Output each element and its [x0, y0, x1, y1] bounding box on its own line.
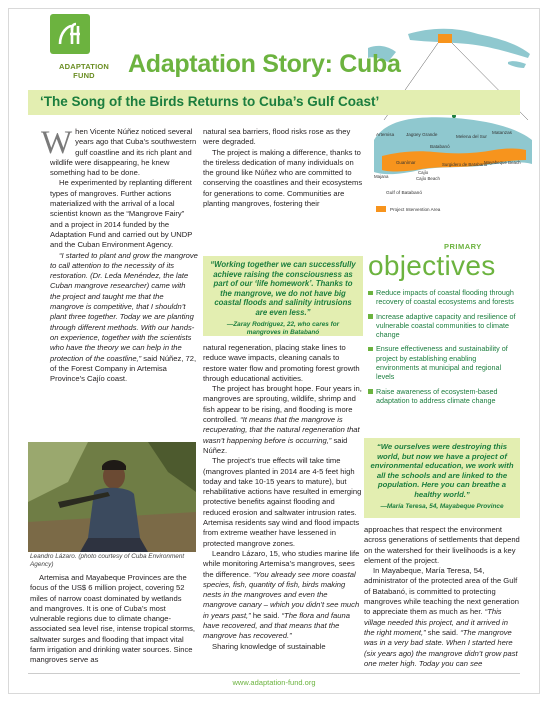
- paragraph: [203, 384, 363, 456]
- quote-text: “The mangrove was in a very bad state. When I started here (six years ago) the mangrove didn’t grow past one meter high. Today you can see: [364, 627, 518, 668]
- map-legend-swatch: [376, 206, 386, 212]
- map-legend-label: Project Intervention Area: [390, 207, 441, 212]
- paragraph-text: said Núñez, 72, of the Forest Company in Artemisa Province’s Cajío coast.: [50, 353, 197, 384]
- article-column-1: [41, 125, 198, 384]
- map-label-gulf: Gulf of Batabanó: [386, 191, 423, 196]
- paragraph: The project is making a difference, thanks to the tireless dedication of many individuals on the ground like Núñez who are committed to conserving the coastlines and their ecosystems for generations to come. Communities are planting mangroves, fostering their: [203, 147, 363, 209]
- map-label-surgidero: Surgidero de Batabanó: [442, 162, 488, 167]
- quote-text: “The flora and fauna have recovered, and that means that the mangrove has recovered.”: [203, 610, 350, 641]
- objective-text: Reduce impacts of coastal flooding through recovery of coastal ecosystems and forests: [376, 288, 514, 307]
- paragraph-text: The project has brought hope. Four years in, mangroves are sprouting, wildlife, shrimp and fish appear to be rising, and flooding is more controlled.: [203, 384, 362, 425]
- bullet-icon: [368, 347, 373, 352]
- footer-divider: [28, 673, 520, 674]
- objective-text: Ensure effectiveness and sustainability of project by establishing enabling environments at municipal and regional levels: [376, 344, 508, 382]
- objective-item: [368, 288, 520, 307]
- map-label-batabano: Batabanó: [430, 144, 450, 149]
- quote-text: “This village needed this project, and it arrived in the right moment,”: [364, 607, 508, 637]
- paragraph-text: she said.: [425, 627, 461, 637]
- paragraph: The project’s true effects will take time (mangroves planted in 2014 are 4-5 feet high today and take 10-15 years to mature), but rehabilitative actions have resulted in emerging protective benefits against flooding and reduced erosion and saltwater intrusion rates. Artemisa residents say wind and flood impacts from extreme weather have lessened in protected mangrove zones.: [203, 456, 362, 548]
- bullet-icon: [368, 314, 373, 319]
- quote-text: “It means that the mangrove is recuperating, that the natural regeneration that wasn’t happening before is occurring,”: [203, 415, 360, 445]
- objective-item: [368, 312, 520, 340]
- pull-quote-zaray: [203, 256, 363, 336]
- paragraph: natural regeneration, placing stake lines to reduce wave impacts, cleaning canals to restore water flow and promoting forest growth through educational activities.: [203, 343, 360, 383]
- article-column-2-bottom: [203, 343, 363, 652]
- pull-quote-maria: [364, 438, 520, 518]
- paragraph: [41, 125, 198, 178]
- objectives-label: PRIMARY: [444, 242, 482, 251]
- paragraph-text: hen Vicente Núñez noticed several years ago that Cuba’s southwestern gulf coastline and its rich plant and wildlife were disappearing, he knew something had to be done.: [50, 127, 197, 178]
- map-label-guanimar: Guanímar: [396, 160, 416, 165]
- footer-url[interactable]: www.adaptation-fund.org: [232, 678, 316, 687]
- logo-mark-icon: [50, 14, 90, 54]
- paragraph: natural sea barriers, flood risks rose as they were degraded.: [203, 127, 351, 147]
- paragraph: [364, 566, 520, 669]
- quote-text: “You already see more coastal species, fish, quantity of fish, birds making nests in the mangroves and even the mangrove canary – which you didn’t see much in years past,”: [203, 569, 360, 620]
- page-title: Adaptation Story: Cuba: [128, 50, 401, 78]
- pull-quote-text: “Working together we can successfully achieve raising the consciousness as part of our ‘life homework’. Thanks to the mangrove, we do not have big coastal floods and salinity intrusions are even less.”: [210, 260, 356, 317]
- paragraph: He experimented by replanting different types of mangroves. Further actions materialized with the arrival of a local scientist known as the “Mangrove Fairy” and a project in 2014 funded by the Adaptation Fund and carried out by UNDP and the Cuban Environment Agency.: [50, 178, 193, 250]
- pull-quote-attribution: —Zaray Rodríguez, 22, who cares for mangroves in Batabanó: [226, 320, 340, 336]
- map-label-melena: Melena del Sur: [456, 134, 487, 139]
- map-label-matanzas: Matanzas: [492, 130, 512, 135]
- paragraph: Sharing knowledge of sustainable: [212, 641, 326, 651]
- logo-text: ADAPTATION FUND: [58, 62, 110, 80]
- paragraph: Artemisa and Mayabeque Provinces are the focus of the US$ 6 million project, covering 52 miles of narrow coast dominated by wetlands and mangroves. It is one of Cuba’s most vulnerable regions due to climate change-associated sea level rise, intense tropical storms, saltwater surges and flooding that impact vital farm irrigation and drinking water sources. Since mangroves serve as: [30, 573, 196, 665]
- paragraph: [50, 251, 198, 385]
- map-label-majana: Majana: [374, 174, 389, 179]
- paragraph-text: Leandro Lázaro, 15, who studies marine life while monitoring Artemisa’s mangroves, sees the difference.: [203, 548, 360, 579]
- leandro-photo: [28, 442, 196, 552]
- objective-item: [368, 387, 520, 406]
- paragraph: [203, 549, 363, 642]
- pull-quote-text: “We ourselves were destroying this world, but now we have a project of environmental education, we work with all the schools and are linked to the population. Here you can breathe a healthy world.”: [370, 442, 514, 499]
- page-subtitle: ‘The Song of the Birds Returns to Cuba’s Gulf Coast’: [40, 94, 380, 109]
- drop-cap: W: [41, 125, 73, 161]
- paragraph-text: said Núñez.: [203, 435, 348, 455]
- article-column-3: [364, 525, 520, 669]
- objectives-list: [368, 288, 520, 410]
- adaptation-fund-logo: [50, 14, 118, 80]
- article-column-2: [203, 127, 363, 209]
- map-label-cajio-beach: Cajío Beach: [416, 176, 440, 181]
- quote-text: “I started to plant and grow the mangrove to call attention to the necessity of its restoration. (Dr. Leda Menéndez, the late Cuban mangrove researcher) came with the project and taught me that the mangrove is competitive, that I shouldn’t plant three together. Today we are planting through different methods. With our hands-on experience, together with the scientists who have the theory we can help in the protection of the coastline,”: [50, 250, 198, 363]
- map-label-cajio: Cajío: [418, 170, 429, 175]
- photo-caption: Leandro Lázaro. (photo courtesy of Cuba Environment Agency): [30, 553, 185, 568]
- objective-item: [368, 344, 520, 381]
- paragraph-text: he said.: [250, 610, 282, 620]
- objective-text: Raise awareness of ecosystem-based adaptation to address climate change: [376, 386, 498, 405]
- map-label-artemisa: Artemisa: [376, 132, 395, 137]
- paragraph-text: In Mayabeque, María Teresa, 54, administrator of the protected area of the Gulf of Batabanó, is committed to protecting mangroves while teaching the next generation to appreciate them as much as her.: [364, 566, 519, 617]
- map-label-jagua: Jagüey Grande: [406, 132, 438, 137]
- objectives-heading: objectives: [368, 250, 496, 281]
- paragraph: approaches that respect the environment across generations of settlements that depend on the watershed for their livelihoods is a key element of the project.: [364, 525, 520, 565]
- project-map: [368, 14, 536, 224]
- bullet-icon: [368, 389, 373, 394]
- bullet-icon: [368, 291, 373, 296]
- map-label-mayabeque-beach: Mayabeque Beach: [484, 160, 521, 165]
- objective-text: Increase adaptive capacity and resilience of vulnerable coastal communities to climate change: [376, 311, 516, 340]
- article-column-1-bottom: [30, 573, 196, 666]
- pull-quote-attribution: —María Teresa, 54, Mayabeque Province: [380, 502, 504, 510]
